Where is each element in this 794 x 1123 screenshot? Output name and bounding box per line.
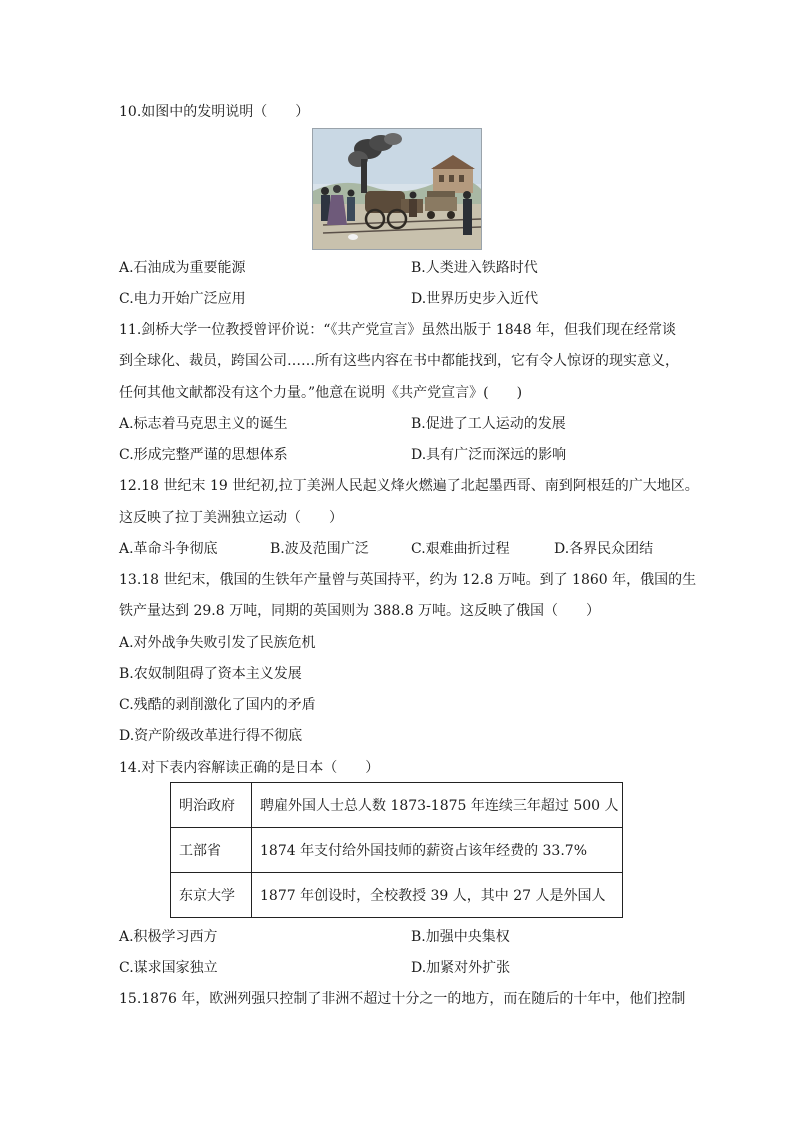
option-11-a: A.标志着马克思主义的诞生	[119, 416, 288, 432]
table-row	[171, 828, 623, 873]
table-cell-key: 明治政府	[171, 783, 252, 828]
option-12-a: A.革命斗争彻底	[119, 541, 218, 557]
option-13-c: C.残酷的剥削激化了国内的矛盾	[119, 697, 316, 713]
question-11-line-3: 任何其他文献都没有这个力量。”他意在说明《共产党宣言》( )	[119, 385, 523, 401]
option-10-b: B.人类进入铁路时代	[411, 260, 538, 276]
table-cell-value: 1877 年创设时，全校教授 39 人，其中 27 人是外国人	[252, 873, 623, 918]
question-11-line-2: 到全球化、裁员，跨国公司……所有这些内容在书中都能找到，它有令人惊讶的现实意义，	[119, 353, 679, 369]
steam-locomotive-illustration-icon	[312, 128, 482, 250]
question-12-line-1: 12.18 世纪末 19 世纪初,拉丁美洲人民起义烽火燃遍了北起墨西哥、南到阿根廷的广大地区。	[119, 478, 699, 494]
question-14-table	[170, 782, 623, 918]
question-10-stem: 10.如图中的发明说明（ ）	[119, 104, 310, 120]
option-14-a: A.积极学习西方	[119, 929, 218, 945]
option-14-c: C.谋求国家独立	[119, 960, 218, 976]
question-15-line-1: 15.1876 年，欧洲列强只控制了非洲不超过十分之一的地方，而在随后的十年中，他们控制	[119, 991, 686, 1007]
question-12-line-2: 这反映了拉丁美洲独立运动（ ）	[119, 510, 343, 526]
option-11-d: D.具有广泛而深远的影响	[411, 447, 567, 463]
table-cell-key: 东京大学	[171, 873, 252, 918]
option-14-b: B.加强中央集权	[411, 929, 510, 945]
option-10-c: C.电力开始广泛应用	[119, 291, 246, 307]
table-row	[171, 783, 623, 828]
question-11-line-1: 11.剑桥大学一位教授曾评价说：“《共产党宣言》虽然出版于 1848 年，但我们现在经常谈	[119, 322, 676, 338]
table-cell-value: 1874 年支付给外国技师的薪资占该年经费的 33.7%	[252, 828, 623, 873]
option-13-b: B.农奴制阻碍了资本主义发展	[119, 666, 302, 682]
table-row	[171, 873, 623, 918]
option-10-a: A.石油成为重要能源	[119, 260, 246, 276]
table-cell-value: 聘雇外国人士总人数 1873-1875 年连续三年超过 500 人	[252, 783, 623, 828]
option-11-c: C.形成完整严谨的思想体系	[119, 447, 288, 463]
option-13-d: D.资产阶级改革进行得不彻底	[119, 728, 303, 744]
question-13-line-2: 铁产量达到 29.8 万吨，同期的英国则为 388.8 万吨。这反映了俄国（ ）	[119, 603, 601, 619]
option-13-a: A.对外战争失败引发了民族危机	[119, 635, 316, 651]
option-12-c: C.艰难曲折过程	[411, 541, 510, 557]
table-cell-key: 工部省	[171, 828, 252, 873]
option-12-d: D.各界民众团结	[554, 541, 654, 557]
option-10-d: D.世界历史步入近代	[411, 291, 539, 307]
question-13-line-1: 13.18 世纪末，俄国的生铁年产量曾与英国持平，约为 12.8 万吨。到了 1860 年，俄国的生	[119, 572, 697, 588]
option-11-b: B.促进了工人运动的发展	[411, 416, 566, 432]
option-12-b: B.波及范围广泛	[270, 541, 369, 557]
question-14-stem: 14.对下表内容解读正确的是日本（ ）	[119, 760, 380, 776]
option-14-d: D.加紧对外扩张	[411, 960, 511, 976]
